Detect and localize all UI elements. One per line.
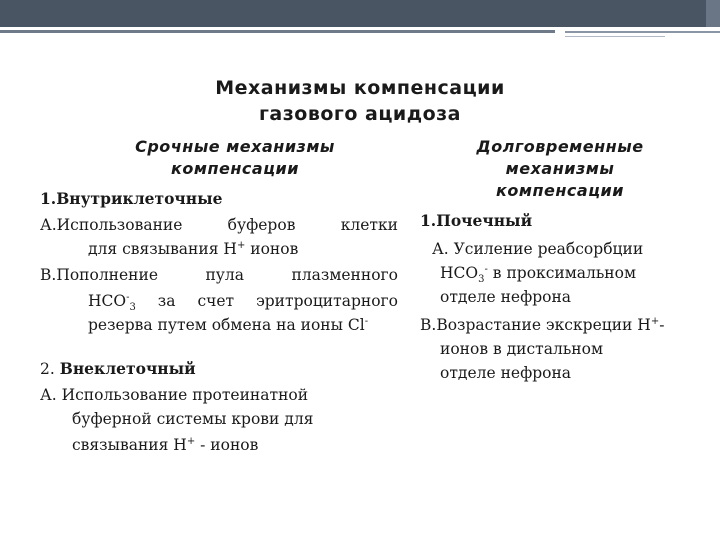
left-section-2-title (40, 356, 196, 382)
right-heading-line-2: механизмы (505, 159, 615, 178)
left-item-b-minus: - (126, 291, 130, 303)
left-item-b-line-1: В.Пополнение пула плазменного (40, 266, 398, 284)
left-item-c-ions: - ионов (195, 436, 259, 454)
right-item-b-line-1 (420, 312, 664, 338)
left-section-1-name: Внутриклеточные (56, 189, 223, 208)
left-section-2-name: Внеклеточный (59, 359, 196, 378)
left-item-a-ions: ионов (245, 240, 299, 258)
left-item-b-reserve: резерва путем обмена на ионы Cl (88, 316, 365, 334)
left-item-c-line-2: буферной системы крови для (72, 410, 314, 428)
right-item-b-dash: - (659, 316, 665, 334)
left-item-b-hco3 (88, 291, 136, 314)
left-section-1-title (40, 186, 223, 212)
right-item-a-hco: HCO (440, 264, 479, 282)
header-rule-short (565, 31, 720, 33)
right-item-b-line-3: отделе нефрона (440, 364, 572, 382)
left-item-b-line-2 (88, 288, 398, 314)
header-rule-thin (565, 36, 665, 37)
title-line-2: газового ацидоза (259, 103, 461, 125)
left-item-c-plus: + (186, 435, 196, 447)
right-item-b-line-2: ионов в дистальном (440, 340, 604, 358)
left-item-a-line-1: А.Использование буферов клетки (40, 216, 398, 234)
title-line-1: Механизмы компенсации (215, 77, 505, 99)
top-bar (0, 0, 720, 27)
right-heading-line-1: Долговременные (476, 137, 644, 156)
left-item-a-text: для связывания Н (88, 240, 237, 258)
header-rule (0, 30, 555, 33)
top-bar-accent (706, 0, 720, 27)
right-section-1-number: 1. (420, 211, 437, 230)
left-section-2-number: 2. (40, 360, 60, 378)
left-heading (100, 136, 370, 180)
left-item-b-line-3 (88, 312, 368, 338)
left-heading-line-1: Срочные механизмы (135, 137, 335, 156)
right-item-a-text: в проксимальном (487, 264, 637, 282)
left-item-a-plus: + (236, 239, 246, 251)
right-item-a-line-1: А. Усиление реабсорбции (432, 240, 644, 258)
left-item-c-text: связывания Н (72, 436, 187, 454)
right-item-b-plus: + (650, 315, 660, 327)
left-section-1-number: 1. (40, 189, 57, 208)
right-item-a-line-2 (440, 260, 636, 286)
left-item-a-line-2 (88, 236, 298, 262)
right-heading (440, 136, 680, 202)
right-item-a-minus: - (484, 263, 488, 275)
left-heading-line-2: компенсации (171, 159, 299, 178)
left-item-b-three: 3 (129, 302, 136, 314)
left-item-b-text: за счет эритроцитарного (135, 292, 398, 310)
slide-title (0, 75, 720, 127)
right-section-1-name: Почечный (436, 211, 533, 230)
left-item-b-cl-minus: - (364, 315, 369, 327)
left-item-c-line-3 (72, 432, 258, 458)
right-section-1-title (420, 208, 532, 234)
right-item-b-text: В.Возрастание экскреции Н (420, 316, 651, 334)
right-heading-line-3: компенсации (496, 181, 624, 200)
right-item-a-three: 3 (478, 274, 485, 286)
left-item-c-line-1: А. Использование протеинатной (40, 386, 309, 404)
left-item-b-hco: HCO (88, 292, 127, 310)
right-item-a-line-3: отделе нефрона (440, 288, 572, 306)
